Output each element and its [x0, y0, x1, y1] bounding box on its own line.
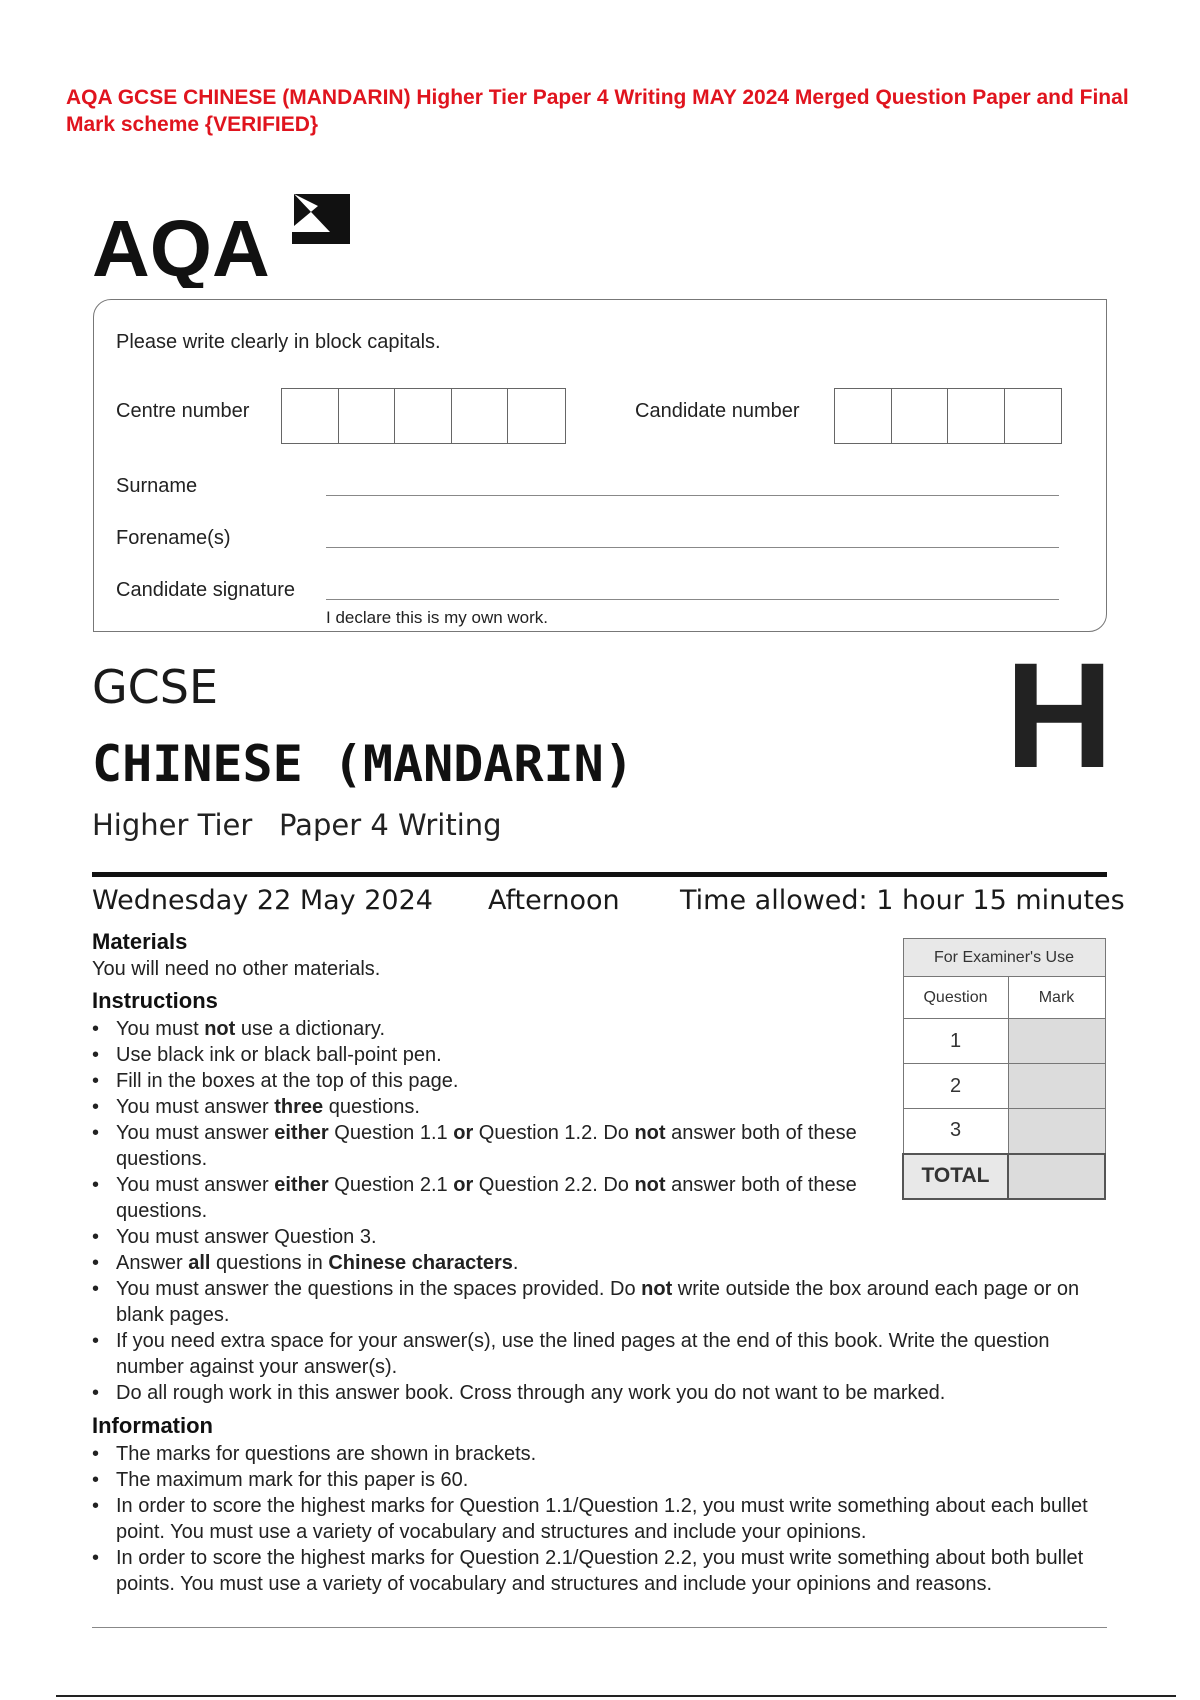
candidate-digit-box[interactable]: [948, 389, 1005, 443]
aqa-logo-mark: [92, 188, 362, 288]
signature-label: Candidate signature: [116, 579, 296, 601]
document-banner-title: AQA GCSE CHINESE (MANDARIN) Higher Tier Paper 4 Writing MAY 2024 Merged Question Paper and Final Mark scheme {VERIFIED}: [66, 86, 1129, 136]
tier-letter: H: [1005, 631, 1114, 799]
information-item: • The maximum mark for this paper is 60.: [92, 1467, 1092, 1493]
instruction-item: • Do all rough work in this answer book. Cross through any work you do not want to be marked.: [92, 1380, 1092, 1406]
mark-cell[interactable]: [1008, 1064, 1105, 1109]
candidate-digit-box[interactable]: [892, 389, 949, 443]
aqa-logo-text: AQA: [92, 204, 270, 288]
candidate-digit-box[interactable]: [1005, 389, 1062, 443]
centre-number-boxes[interactable]: [281, 388, 566, 444]
total-label: TOTAL: [903, 1154, 1008, 1199]
page-bottom-edge: [56, 1695, 1176, 1697]
instruction-item: • You must answer three questions.: [92, 1094, 1092, 1120]
instruction-item: • If you need extra space for your answer(s), use the lined pages at the end of this book. Write the question number against your answer(s).: [92, 1328, 1092, 1380]
tier-label: Higher Tier: [92, 808, 253, 842]
paper-label: Paper 4 Writing: [279, 808, 502, 842]
signature-field[interactable]: [326, 599, 1059, 600]
examiner-table-title: For Examiner's Use: [903, 939, 1105, 977]
exam-date: Wednesday 22 May 2024: [92, 885, 433, 916]
forename-field[interactable]: [326, 547, 1059, 548]
header-rule: [92, 872, 1107, 877]
materials-text: You will need no other materials.: [92, 958, 381, 980]
centre-digit-box[interactable]: [452, 389, 509, 443]
mark-cell[interactable]: [1008, 1109, 1105, 1154]
instructions-heading: Instructions: [92, 988, 218, 1013]
centre-digit-box[interactable]: [339, 389, 396, 443]
instruction-item: • You must answer the questions in the spaces provided. Do not write outside the box around each page or on blank pages.: [92, 1276, 1092, 1328]
centre-number-label: Centre number: [116, 400, 250, 422]
information-heading: Information: [92, 1413, 213, 1438]
total-mark-cell[interactable]: [1008, 1154, 1105, 1199]
subject-title: CHINESE (MANDARIN): [92, 735, 634, 793]
materials-heading: Materials: [92, 929, 188, 954]
mark-cell[interactable]: [1008, 1019, 1105, 1064]
question-number: 2: [903, 1064, 1008, 1109]
time-allowed: Time allowed: 1 hour 15 minutes: [680, 885, 1125, 916]
exam-session: Afternoon: [488, 885, 620, 916]
question-number: 1: [903, 1019, 1008, 1064]
question-number: 3: [903, 1109, 1008, 1154]
qualification-title: GCSE: [92, 660, 219, 714]
surname-field[interactable]: [326, 495, 1059, 496]
forename-label: Forename(s): [116, 527, 231, 549]
instruction-item: • Answer all questions in Chinese characters.: [92, 1250, 1092, 1276]
aqa-logo: [92, 188, 362, 288]
aqa-logo-flag-icon: [292, 194, 350, 244]
instruction-item: • Use black ink or black ball-point pen.: [92, 1042, 1092, 1068]
question-column-header: Question: [903, 977, 1008, 1019]
information-item: • The marks for questions are shown in brackets.: [92, 1441, 1092, 1467]
candidate-number-boxes[interactable]: [834, 388, 1062, 444]
instruction-item: • Fill in the boxes at the top of this page.: [92, 1068, 1092, 1094]
centre-digit-box[interactable]: [282, 389, 339, 443]
instruction-item: • You must answer either Question 1.1 or Question 1.2. Do not answer both of these questions.: [92, 1120, 876, 1172]
centre-digit-box[interactable]: [395, 389, 452, 443]
information-list: [92, 1441, 1092, 1597]
instruction-item: • You must answer Question 3.: [92, 1224, 1092, 1250]
candidate-number-label: Candidate number: [635, 400, 800, 422]
examiner-use-table: [902, 938, 1106, 1200]
mark-column-header: Mark: [1008, 977, 1105, 1019]
surname-label: Surname: [116, 475, 198, 497]
candidate-digit-box[interactable]: [835, 389, 892, 443]
block-capitals-instruction: Please write clearly in block capitals.: [116, 331, 441, 353]
declaration-text: I declare this is my own work.: [326, 608, 549, 627]
centre-digit-box[interactable]: [508, 389, 565, 443]
instruction-item: • You must answer either Question 2.1 or Question 2.2. Do not answer both of these questions.: [92, 1172, 876, 1224]
information-item: • In order to score the highest marks for Question 1.1/Question 1.2, you must write something about each bullet point. You must use a variety of vocabulary and structures and include your opinions.: [92, 1493, 1092, 1545]
footer-rule: [92, 1627, 1107, 1628]
information-item: • In order to score the highest marks for Question 2.1/Question 2.2, you must write something about both bullet points. You must use a variety of vocabulary and structures and include your opinions and reasons.: [92, 1545, 1092, 1597]
instruction-item: • You must not use a dictionary.: [92, 1016, 1092, 1042]
